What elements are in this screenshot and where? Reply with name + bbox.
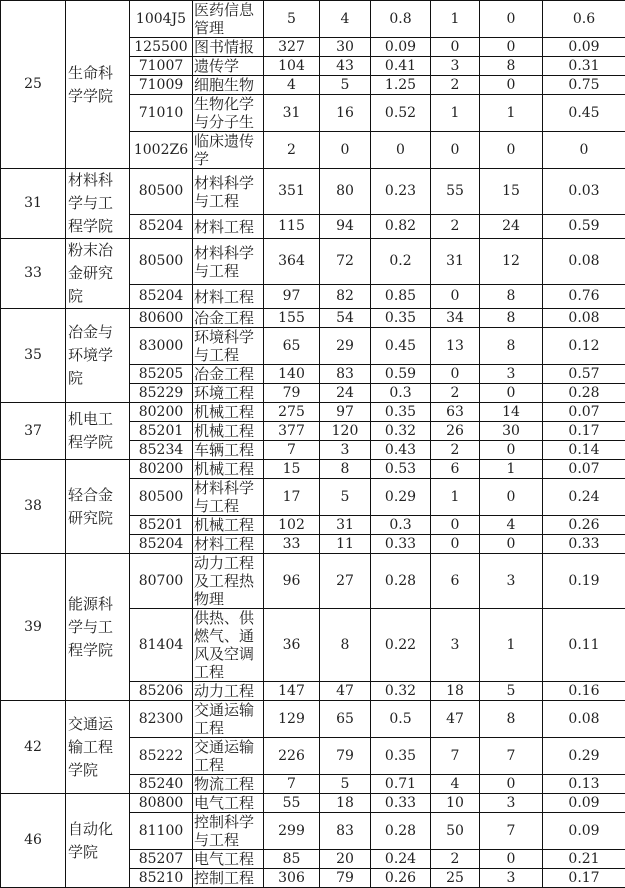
value-b: 0 — [320, 132, 371, 169]
ratio: 0.53 — [371, 460, 431, 479]
ratio: 0.5 — [371, 701, 431, 738]
ratio: 0 — [371, 132, 431, 169]
value-a: 299 — [264, 813, 320, 850]
value-b: 27 — [320, 554, 371, 609]
value-d: 7 — [480, 738, 543, 775]
value-d: 0 — [480, 1, 543, 38]
value-a: 2 — [264, 132, 320, 169]
department-id: 46 — [1, 794, 66, 888]
value-e: 0.26 — [543, 516, 625, 535]
major-code: 85240 — [130, 775, 193, 794]
major-code: 82300 — [130, 701, 193, 738]
value-c: 18 — [431, 682, 480, 701]
value-b: 82 — [320, 285, 371, 309]
value-c: 2 — [431, 850, 480, 869]
table-row — [1, 554, 625, 609]
department-id: 25 — [1, 1, 66, 169]
value-d: 0 — [480, 76, 543, 95]
department-name: 冶金与环境学院 — [66, 309, 130, 403]
value-c: 3 — [431, 57, 480, 76]
major-name: 材料科学与工程 — [193, 169, 264, 215]
ratio: 0.26 — [371, 869, 431, 888]
major-name: 遗传学 — [193, 57, 264, 76]
value-a: 129 — [264, 701, 320, 738]
value-e: 0.13 — [543, 775, 625, 794]
department-id: 35 — [1, 309, 66, 403]
value-b: 24 — [320, 384, 371, 403]
value-b: 20 — [320, 850, 371, 869]
value-d: 3 — [480, 554, 543, 609]
value-c: 47 — [431, 701, 480, 738]
value-a: 327 — [264, 38, 320, 57]
value-c: 50 — [431, 813, 480, 850]
major-code: 85222 — [130, 738, 193, 775]
value-b: 31 — [320, 516, 371, 535]
value-a: 55 — [264, 794, 320, 813]
table-row — [1, 794, 625, 813]
value-b: 80 — [320, 169, 371, 215]
value-b: 83 — [320, 813, 371, 850]
value-e: 0.03 — [543, 169, 625, 215]
major-name: 临床遗传学 — [193, 132, 264, 169]
major-name: 机械工程 — [193, 422, 264, 441]
major-name: 图书情报 — [193, 38, 264, 57]
value-a: 5 — [264, 1, 320, 38]
value-b: 4 — [320, 1, 371, 38]
value-c: 0 — [431, 365, 480, 384]
value-d: 8 — [480, 309, 543, 328]
ratio: 0.59 — [371, 365, 431, 384]
value-b: 8 — [320, 460, 371, 479]
value-b: 65 — [320, 701, 371, 738]
value-d: 4 — [480, 516, 543, 535]
major-code: 71007 — [130, 57, 193, 76]
major-code: 80200 — [130, 460, 193, 479]
major-name: 动力工程及工程热物理 — [193, 554, 264, 609]
ratio: 0.52 — [371, 95, 431, 132]
major-code: 85204 — [130, 535, 193, 554]
value-c: 2 — [431, 76, 480, 95]
ratio: 0.33 — [371, 535, 431, 554]
major-name: 车辆工程 — [193, 441, 264, 460]
value-c: 10 — [431, 794, 480, 813]
value-c: 7 — [431, 738, 480, 775]
value-e: 0.24 — [543, 479, 625, 516]
value-d: 30 — [480, 422, 543, 441]
major-name: 冶金工程 — [193, 365, 264, 384]
ratio: 0.24 — [371, 850, 431, 869]
department-name: 轻合金研究院 — [66, 460, 130, 554]
value-c: 6 — [431, 460, 480, 479]
ratio: 0.32 — [371, 682, 431, 701]
value-a: 7 — [264, 441, 320, 460]
value-d: 0 — [480, 479, 543, 516]
value-e: 0.09 — [543, 794, 625, 813]
value-a: 31 — [264, 95, 320, 132]
major-name: 材料工程 — [193, 215, 264, 239]
value-e: 0.59 — [543, 215, 625, 239]
value-c: 0 — [431, 38, 480, 57]
department-name: 粉末冶金研究院 — [66, 239, 130, 309]
value-b: 97 — [320, 403, 371, 422]
value-e: 0.08 — [543, 701, 625, 738]
value-a: 85 — [264, 850, 320, 869]
value-b: 5 — [320, 479, 371, 516]
major-code: 125500 — [130, 38, 193, 57]
value-c: 25 — [431, 869, 480, 888]
value-c: 3 — [431, 609, 480, 682]
department-id: 38 — [1, 460, 66, 554]
value-a: 226 — [264, 738, 320, 775]
major-code: 85204 — [130, 215, 193, 239]
value-c: 0 — [431, 285, 480, 309]
value-b: 47 — [320, 682, 371, 701]
value-a: 275 — [264, 403, 320, 422]
value-a: 36 — [264, 609, 320, 682]
value-b: 30 — [320, 38, 371, 57]
department-id: 39 — [1, 554, 66, 701]
value-d: 0 — [480, 535, 543, 554]
value-a: 140 — [264, 365, 320, 384]
value-e: 0.76 — [543, 285, 625, 309]
value-c: 2 — [431, 441, 480, 460]
value-c: 13 — [431, 328, 480, 365]
major-name: 物流工程 — [193, 775, 264, 794]
value-a: 102 — [264, 516, 320, 535]
major-name: 机械工程 — [193, 460, 264, 479]
value-d: 0 — [480, 775, 543, 794]
ratio: 0.8 — [371, 1, 431, 38]
ratio: 0.22 — [371, 609, 431, 682]
ratio: 0.23 — [371, 169, 431, 215]
major-name: 交通运输工程 — [193, 738, 264, 775]
value-d: 0 — [480, 384, 543, 403]
value-e: 0.17 — [543, 869, 625, 888]
major-name: 控制工程 — [193, 869, 264, 888]
major-name: 材料科学与工程 — [193, 479, 264, 516]
value-d: 5 — [480, 682, 543, 701]
major-code: 85205 — [130, 365, 193, 384]
value-b: 43 — [320, 57, 371, 76]
ratio: 0.28 — [371, 554, 431, 609]
value-a: 115 — [264, 215, 320, 239]
major-name: 机械工程 — [193, 516, 264, 535]
major-code: 80800 — [130, 794, 193, 813]
ratio: 0.82 — [371, 215, 431, 239]
value-d: 8 — [480, 328, 543, 365]
value-e: 0 — [543, 132, 625, 169]
value-d: 3 — [480, 794, 543, 813]
major-code: 85229 — [130, 384, 193, 403]
table-row — [1, 309, 625, 328]
value-b: 79 — [320, 738, 371, 775]
major-name: 电气工程 — [193, 794, 264, 813]
value-e: 0.19 — [543, 554, 625, 609]
value-e: 0.14 — [543, 441, 625, 460]
value-e: 0.29 — [543, 738, 625, 775]
value-e: 0.21 — [543, 850, 625, 869]
value-e: 0.09 — [543, 38, 625, 57]
major-code: 85206 — [130, 682, 193, 701]
major-code: 1004J5 — [130, 1, 193, 38]
value-d: 1 — [480, 609, 543, 682]
major-name: 机械工程 — [193, 403, 264, 422]
major-name: 动力工程 — [193, 682, 264, 701]
value-d: 7 — [480, 813, 543, 850]
department-name: 材料科学与工程学院 — [66, 169, 130, 239]
value-b: 3 — [320, 441, 371, 460]
value-e: 0.07 — [543, 460, 625, 479]
value-a: 364 — [264, 239, 320, 285]
value-d: 8 — [480, 285, 543, 309]
department-name: 自动化学院 — [66, 794, 130, 888]
major-name: 电气工程 — [193, 850, 264, 869]
major-code: 81404 — [130, 609, 193, 682]
table-row — [1, 169, 625, 215]
value-c: 26 — [431, 422, 480, 441]
major-code: 1002Z6 — [130, 132, 193, 169]
value-b: 79 — [320, 869, 371, 888]
value-b: 18 — [320, 794, 371, 813]
value-d: 3 — [480, 869, 543, 888]
value-c: 34 — [431, 309, 480, 328]
ratio: 0.35 — [371, 309, 431, 328]
major-name: 控制科学与工程 — [193, 813, 264, 850]
value-b: 72 — [320, 239, 371, 285]
value-e: 0.45 — [543, 95, 625, 132]
value-a: 33 — [264, 535, 320, 554]
major-code: 85201 — [130, 422, 193, 441]
value-b: 120 — [320, 422, 371, 441]
value-d: 14 — [480, 403, 543, 422]
value-a: 306 — [264, 869, 320, 888]
major-code: 71009 — [130, 76, 193, 95]
value-c: 1 — [431, 479, 480, 516]
ratio: 0.43 — [371, 441, 431, 460]
major-code: 80500 — [130, 479, 193, 516]
major-code: 85201 — [130, 516, 193, 535]
value-e: 0.17 — [543, 422, 625, 441]
ratio: 0.29 — [371, 479, 431, 516]
department-id: 31 — [1, 169, 66, 239]
value-c: 0 — [431, 535, 480, 554]
ratio: 0.32 — [371, 422, 431, 441]
department-name: 机电工程学院 — [66, 403, 130, 460]
major-name: 环境科学与工程 — [193, 328, 264, 365]
ratio: 0.35 — [371, 738, 431, 775]
value-d: 12 — [480, 239, 543, 285]
value-e: 0.28 — [543, 384, 625, 403]
value-d: 0 — [480, 132, 543, 169]
major-code: 85204 — [130, 285, 193, 309]
major-name: 生物化学与分子生 — [193, 95, 264, 132]
value-e: 0.75 — [543, 76, 625, 95]
value-e: 0.6 — [543, 1, 625, 38]
department-id: 37 — [1, 403, 66, 460]
value-e: 0.57 — [543, 365, 625, 384]
value-e: 0.12 — [543, 328, 625, 365]
value-d: 1 — [480, 95, 543, 132]
value-b: 16 — [320, 95, 371, 132]
ratio: 0.28 — [371, 813, 431, 850]
value-b: 94 — [320, 215, 371, 239]
value-c: 4 — [431, 775, 480, 794]
value-c: 63 — [431, 403, 480, 422]
department-name: 交通运输工程学院 — [66, 701, 130, 794]
table-row — [1, 1, 625, 38]
major-name: 细胞生物 — [193, 76, 264, 95]
department-id: 33 — [1, 239, 66, 309]
ratio: 0.41 — [371, 57, 431, 76]
value-a: 97 — [264, 285, 320, 309]
value-d: 8 — [480, 701, 543, 738]
value-c: 6 — [431, 554, 480, 609]
major-code: 83000 — [130, 328, 193, 365]
value-a: 104 — [264, 57, 320, 76]
department-name: 能源科学与工程学院 — [66, 554, 130, 701]
major-code: 80700 — [130, 554, 193, 609]
value-d: 8 — [480, 57, 543, 76]
value-e: 0.16 — [543, 682, 625, 701]
major-code: 80600 — [130, 309, 193, 328]
major-code: 85207 — [130, 850, 193, 869]
value-d: 24 — [480, 215, 543, 239]
value-b: 5 — [320, 775, 371, 794]
value-c: 2 — [431, 384, 480, 403]
value-b: 29 — [320, 328, 371, 365]
table-row — [1, 701, 625, 738]
value-b: 54 — [320, 309, 371, 328]
value-a: 155 — [264, 309, 320, 328]
value-e: 0.08 — [543, 239, 625, 285]
value-c: 1 — [431, 95, 480, 132]
major-code: 80500 — [130, 239, 193, 285]
ratio: 0.35 — [371, 403, 431, 422]
value-e: 0.33 — [543, 535, 625, 554]
value-e: 0.09 — [543, 813, 625, 850]
value-c: 55 — [431, 169, 480, 215]
major-code: 80500 — [130, 169, 193, 215]
ratio: 1.25 — [371, 76, 431, 95]
value-a: 4 — [264, 76, 320, 95]
value-a: 65 — [264, 328, 320, 365]
value-c: 0 — [431, 516, 480, 535]
value-a: 96 — [264, 554, 320, 609]
major-name: 材料工程 — [193, 535, 264, 554]
value-d: 0 — [480, 441, 543, 460]
major-code: 80200 — [130, 403, 193, 422]
table-row — [1, 403, 625, 422]
value-a: 7 — [264, 775, 320, 794]
table-row — [1, 239, 625, 285]
value-d: 0 — [480, 850, 543, 869]
value-e: 0.08 — [543, 309, 625, 328]
department-name: 生命科学学院 — [66, 1, 130, 169]
ratio: 0.3 — [371, 516, 431, 535]
value-a: 79 — [264, 384, 320, 403]
major-name: 环境工程 — [193, 384, 264, 403]
value-e: 0.07 — [543, 403, 625, 422]
value-d: 3 — [480, 365, 543, 384]
value-a: 351 — [264, 169, 320, 215]
value-b: 8 — [320, 609, 371, 682]
ratio: 0.2 — [371, 239, 431, 285]
major-name: 材料工程 — [193, 285, 264, 309]
value-d: 15 — [480, 169, 543, 215]
value-b: 11 — [320, 535, 371, 554]
value-d: 1 — [480, 460, 543, 479]
value-e: 0.31 — [543, 57, 625, 76]
value-a: 17 — [264, 479, 320, 516]
major-code: 81100 — [130, 813, 193, 850]
ratio: 0.71 — [371, 775, 431, 794]
department-id: 42 — [1, 701, 66, 794]
table-row — [1, 460, 625, 479]
major-name: 材料科学与工程 — [193, 239, 264, 285]
major-name: 冶金工程 — [193, 309, 264, 328]
ratio: 0.45 — [371, 328, 431, 365]
major-name: 医药信息管理 — [193, 1, 264, 38]
value-c: 2 — [431, 215, 480, 239]
major-code: 85210 — [130, 869, 193, 888]
value-e: 0.11 — [543, 609, 625, 682]
value-d: 0 — [480, 38, 543, 57]
value-a: 147 — [264, 682, 320, 701]
value-b: 5 — [320, 76, 371, 95]
major-code: 71010 — [130, 95, 193, 132]
major-name: 交通运输工程 — [193, 701, 264, 738]
major-code: 85234 — [130, 441, 193, 460]
value-c: 1 — [431, 1, 480, 38]
ratio: 0.85 — [371, 285, 431, 309]
ratio: 0.33 — [371, 794, 431, 813]
major-name: 供热、供燃气、通风及空调工程 — [193, 609, 264, 682]
value-b: 83 — [320, 365, 371, 384]
value-c: 0 — [431, 132, 480, 169]
ratio: 0.09 — [371, 38, 431, 57]
value-a: 377 — [264, 422, 320, 441]
ratio: 0.3 — [371, 384, 431, 403]
value-c: 31 — [431, 239, 480, 285]
value-a: 15 — [264, 460, 320, 479]
